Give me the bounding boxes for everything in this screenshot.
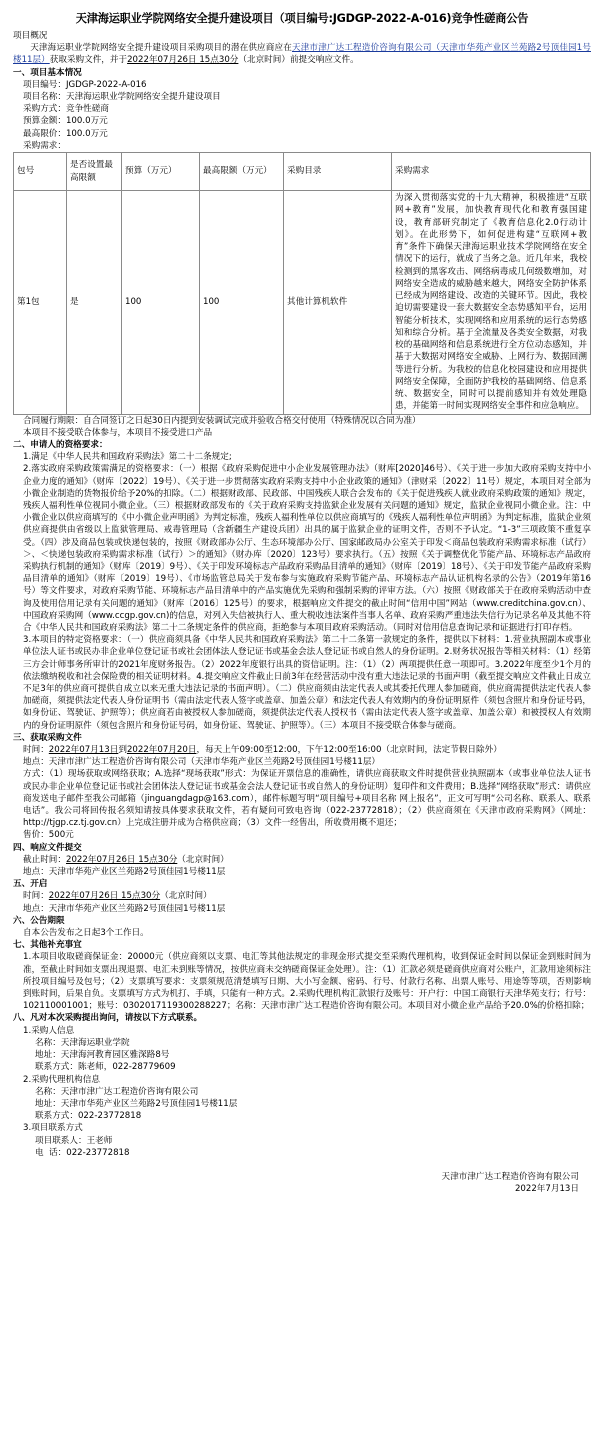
agent-name: 名称：天津市津广达工程造价咨询有限公司: [35, 1086, 199, 1097]
joint-note: 本项目不接受联合体参与，本项目不接受进口产品: [23, 427, 213, 438]
qualification-heading: 二、申请人的资格要求：: [13, 439, 108, 450]
submit-deadline-value: 2022年07月26日 15点30分: [65, 854, 178, 865]
basic-info-heading: 一、项目基本情况: [13, 67, 82, 78]
obtain-time: 时间：2022年07月13日到2022年07月20日，每天上午09:00至12:00，下午12:00至16:00（北京时间，法定节假日除外）: [23, 745, 502, 756]
contract-period: 合同履行期限：自合同签订之日起30日内提到安装调试完成并验收合格交付使用（特殊情况以合同为准）: [23, 415, 421, 426]
budget-amount: 预算金额：100.0万元: [23, 116, 108, 127]
project-contact-title: 3.项目联系方式: [23, 1123, 83, 1134]
basic-info-list: [13, 79, 591, 152]
table-row: [14, 191, 591, 415]
project-name: 项目名称：天津海运职业学院网络安全提升建设项目: [23, 92, 221, 103]
agent-address: 地址：天津市华苑产业区兰苑路2号顶佳园1号楼11层: [35, 1098, 238, 1109]
open-time: 时间：2022年07月26日 15点30分（北京时间）: [23, 891, 212, 902]
project-contact-phone: 电 话：022-23772818: [35, 1147, 130, 1158]
open-time-value: 2022年07月26日 15点30分: [48, 891, 161, 902]
period-heading: 六、公告期限: [13, 915, 65, 926]
cell-package: 第1包: [14, 191, 67, 415]
col-catalog: 采购目录: [284, 153, 392, 191]
open-heading: 五、开启: [13, 879, 48, 890]
obtain-heading: 三、获取采购文件: [13, 732, 82, 743]
obtain-start-date: 2022年07月13日: [48, 745, 119, 756]
overview-text: 天津海运职业学院网络安全提升建设项目采购项目的潜在供应商应在天津市津广达工程造价咨询有限公司（天津市华苑产业区兰苑路2号顶佳园1号楼11层）获取采购文件，并于2022年07月26日 15点30分（北京时间）前提交响应文件。: [13, 43, 591, 66]
submit-place: 地点：天津市华苑产业区兰苑路2号顶佳园1号楼11层: [23, 867, 226, 878]
col-budget: 预算（万元）: [122, 153, 200, 191]
open-place: 地点：天津市华苑产业区兰苑路2号顶佳园1号楼11层: [23, 903, 226, 914]
project-contact-person: 项目联系人：王老师: [35, 1135, 113, 1146]
qualification-p3: 3.本项目的特定资格要求：（一）供应商须具备《中华人民共和国政府采购法》第二十二条第一款规定的条件，提供以下材料：1.营业执照副本或事业单位法人证书或民办非企业单位登记证书或社会团体法人登记证书或基金会法人登记证书或自然人的身份证明。2.财务状况报告等相关材料：（1）经第三方会计师事务所审计的2021年度财务报告。（2）2022年度银行出具的资信证明。注：（1）（2）两项提供任意一项即可。3.2022年度至少1个月的依法缴纳税收和社会保险费的相关证明材料。4.提交响应文件截止日前3年在经营活动中没有重大违法记录的书面声明（截至提交响应文件截止日成立不足3年的供应商可提供自成立以来无重大违法记录的书面声明）。（二）供应商须由法定代表人或其委托代理人参加磋商，供应商需提供法定代表人参加磋商，须提供法定代表人身份证明书（需由法定代表人签字或盖章、加盖公章）和法定代表人有效期内的身份证明原件（须包含照片和身份证号码，如身份证、驾驶证、护照等）；供应商若由被授权人参加磋商，须提供法定代表人授权书（需由法定代表人签字或盖章、加盖公章）和被授权人有效期内的身份证明原件（须包含照片和身份证号码，如身份证、驾驶证、护照等）。（三）本项目不接受联合体参与磋商。: [23, 635, 591, 731]
agent-title: 2.采购代理机构信息: [23, 1074, 100, 1085]
qualification-p2: 2.落实政府采购政策需满足的资格要求：（一）根据《政府采购促进中小企业发展管理办法》（财库[2020]46号）、《关于进一步加大政府采购支持中小企业力度的通知》（财库〔2022〕19号）、《关于进一步贯彻落实政府采购支持中小企业政策的通知》（津财采〔2022〕11号）规定，本项目对全部为小微企业制造的货物报价给予20%的扣除。（二）根据财政部、民政部、中国残疾人联合会发布的《关于促进残疾人就业政府采购政策的通知》规定，残疾人福利性单位视同小微企业。（三）根据财政部发布的《关于政府采购支持监狱企业发展有关问题的通知》规定，监狱企业视同小微企业。注：中小微企业以供应商填写的《中小微企业声明函》为判定标准，残疾人福利性单位以供应商填写的《残疾人福利性单位声明函》为判定标准，监狱企业须供应商提供由省级以上监狱管理局、戒毒管理局（含新疆生产建设兵团）出具的属于监狱企业的证明文件，否则不予认定。“1-3”三项政策不重复享受。（四）涉及商品包装或快递包装的，按照《财政部办公厅、生态环境部办公厅、国家邮政局办公室关于印发＜商品包装政府采购需求标准（试行）＞、＜快递包装政府采购需求标准（试行）＞的通知》（财办库〔2020〕123号）要求执行。（五）按照《关于调整优化节能产品、环境标志产品政府采购执行机制的通知》（财库〔2019〕9号）、《关于印发环境标志产品政府采购品目清单的通知》（财库〔2019〕18号）、《关于印发节能产品政府采购品目清单的通知》（财库〔2019〕19号）、《市场监管总局关于发布参与实施政府采购节能产品、环境标志产品认证机构名录的公告》（2019年第16号）等文件要求，对政府采购节能、环境标志产品目清单中的产品实施优先采购和强制采购的评审方法。（六）按照《财政部关于在政府采购活动中查询及使用信用记录有关问题的通知》（财库〔2016〕125号）的要求，根据响应文件提交的截止时间“信用中国”网站（www.creditchina.gov.cn）、中国政府采购网（www.ccgp.gov.cn)的信息，对列入失信被执行人、重大税收违法案件当事人名单、政府采购严重违法失信行为记录名单及其他不符合《中华人民共和国政府采购法》第二十二条规定条件的供应商，拒绝参与本项目政府采购活动。（同时对信用信息查询记录和证据进行打印存档。: [23, 464, 591, 633]
overview-heading: 项目概况: [13, 31, 48, 41]
overview-location: 天津市津广达工程造价咨询有限公司（天津市华苑产业区兰苑路2号顶佳园1号楼11层）: [13, 43, 591, 66]
project-number: 项目编号：JGDGP-2022-A-016: [23, 79, 147, 90]
signature-org: 天津市津广达工程造价咨询有限公司: [441, 1171, 579, 1182]
procurement-table: [13, 152, 591, 415]
max-price: 最高限价：100.0万元: [23, 128, 108, 139]
cell-catalog: 其他计算机软件: [284, 191, 392, 415]
cell-limit: 100: [200, 191, 284, 415]
requirements-label: 采购需求：: [23, 140, 66, 151]
buyer-title: 1.采购人信息: [23, 1025, 75, 1036]
obtain-place: 地点：天津市津广达工程造价咨询有限公司（天津市华苑产业区兰苑路2号顶佳园1号楼11层）: [23, 757, 381, 768]
qualification-p1: 1.满足《中华人民共和国政府采购法》第二十二条规定;: [23, 452, 232, 463]
obtain-method: 方式：（1）现场获取或网络获取；A.选择“现场获取”形式：为保证开票信息的准确性，请供应商获取文件时提供营业执照副本（或事业单位法人证书或民办非企业单位登记证书或社会团体法人登记证书或基金会法人登记证书或自然人的身份证明）复印件和文件费用；B.选择“网络获取”形式：请供应商发送电子邮件至我公司邮箱（jinguangdagp@163.com），邮件标题写明“项目编号+项目名称 网上报名”，正文可写明“公司名称、联系人、联系电话”。我公司将回传报名须知请按具体要求获取文件，若有疑问可致电咨询（022-23772818）；（2）供应商须在《天津市政府采购网》（网址：http://tjgp.cz.tj.gov.cn）上完成注册并成为合格供应商；（3）文件一经售出，所收费用概不退还；: [23, 769, 591, 829]
col-package: 包号: [14, 153, 67, 191]
overview-deadline: 2022年07月26日 15点30分: [127, 55, 239, 66]
obtain-end-date: 2022年07月20日: [126, 745, 197, 756]
cell-has-limit: 是: [67, 191, 122, 415]
obtain-price: 售价：500元: [23, 830, 74, 841]
other-heading: 七、其他补充事宜: [13, 940, 82, 951]
submit-heading: 四、响应文件提交: [13, 842, 82, 853]
col-limit: 最高限额（万元）: [200, 153, 284, 191]
buyer-phone: 联系方式：陈老师，022-28779609: [35, 1062, 176, 1073]
agent-phone: 联系方式：022-23772818: [35, 1111, 142, 1122]
page-title: 天津海运职业学院网络安全提升建设项目（项目编号:JGDGP-2022-A-016)竞争性磋商公告: [75, 12, 529, 25]
procurement-method: 采购方式：竞争性磋商: [23, 104, 109, 115]
other-text: 1.本项目收取磋商保证金：20000元（供应商须以支票、电汇等其他法规定的非现金形式提交至采购代理机构，收到保证金时间以保证金到账时间为准，至截止时间如支票出现退票、电汇未到账等情况，按供应商未交纳磋商保证金处理）。注：（1）汇款必须是磋商供应商对公账户，汇款用途须标注所投项目编号及包号；（2）支票填写要求：支票须规范清楚填写日期、大小写金额、密码、行号、付款行名称、出票人账号、用途等等项，否则影响到账时间，后果自负。支票填写方式为机打、手填，只能有一种方式。2.采购代理机构汇款银行及账号：开户行：中国工商银行天津华苑支行；行号：102110001001；账号：0302017119300288227；名称：天津市津广达工程造价咨询有限公司。本项目对小微企业产品给予20.0%的价格扣除；: [23, 952, 591, 1012]
cell-budget: 100: [122, 191, 200, 415]
signature-date: 2022年7月13日: [514, 1184, 579, 1195]
period-text: 自本公告发布之日起3个工作日。: [23, 928, 149, 939]
buyer-name: 名称：天津海运职业学院: [35, 1037, 130, 1048]
contact-heading: 八、凡对本次采购提出询问，请按以下方式联系。: [13, 1013, 203, 1024]
table-header-row: [14, 153, 591, 191]
col-has-limit: 是否设置最高限额: [67, 153, 122, 191]
cell-requirement: 为深入贯彻落实党的十九大精神，积极推进“互联网+教育”发展，加快教育现代化和教育强国建设，教育部研究制定了《教育信息化2.0行动计划》。在此形势下，如何促进构建“互联网+教育”条件下确保天津海运职业技术学院网络在安全情况下的运行，就成了当务之急。近几年来，我校检测到的黑客攻击、网络病毒成几何级数增加，对网络安全造成的威胁越来越大，网络安全防护体系已经成为网络建设、改造的关键环节。因此，我校迫切需要建设一套大数据安全态势感知平台，运用智能分析技术，实现网络和应用系统的运行态势感知和综合分析。基于全流量及各类安全数据，对我校的基础网络和信息系统进行全方位动态感知，并基于大数据对网络安全威胁、上网行为、数据回溯等进行分析。为我校的信息化校园建设和应用提供网络安全保障，全面防护我校的基础网络、信息系统、数据安全，同时可以提前感知并有效处理隐患，并能第一时间实现网络安全事件和应急响应。: [392, 191, 591, 415]
col-requirement: 采购需求: [392, 153, 591, 191]
buyer-address: 地址：天津海河教育园区雅深路8号: [35, 1050, 170, 1061]
submit-deadline: 截止时间：2022年07月26日 15点30分（北京时间）: [23, 854, 229, 865]
